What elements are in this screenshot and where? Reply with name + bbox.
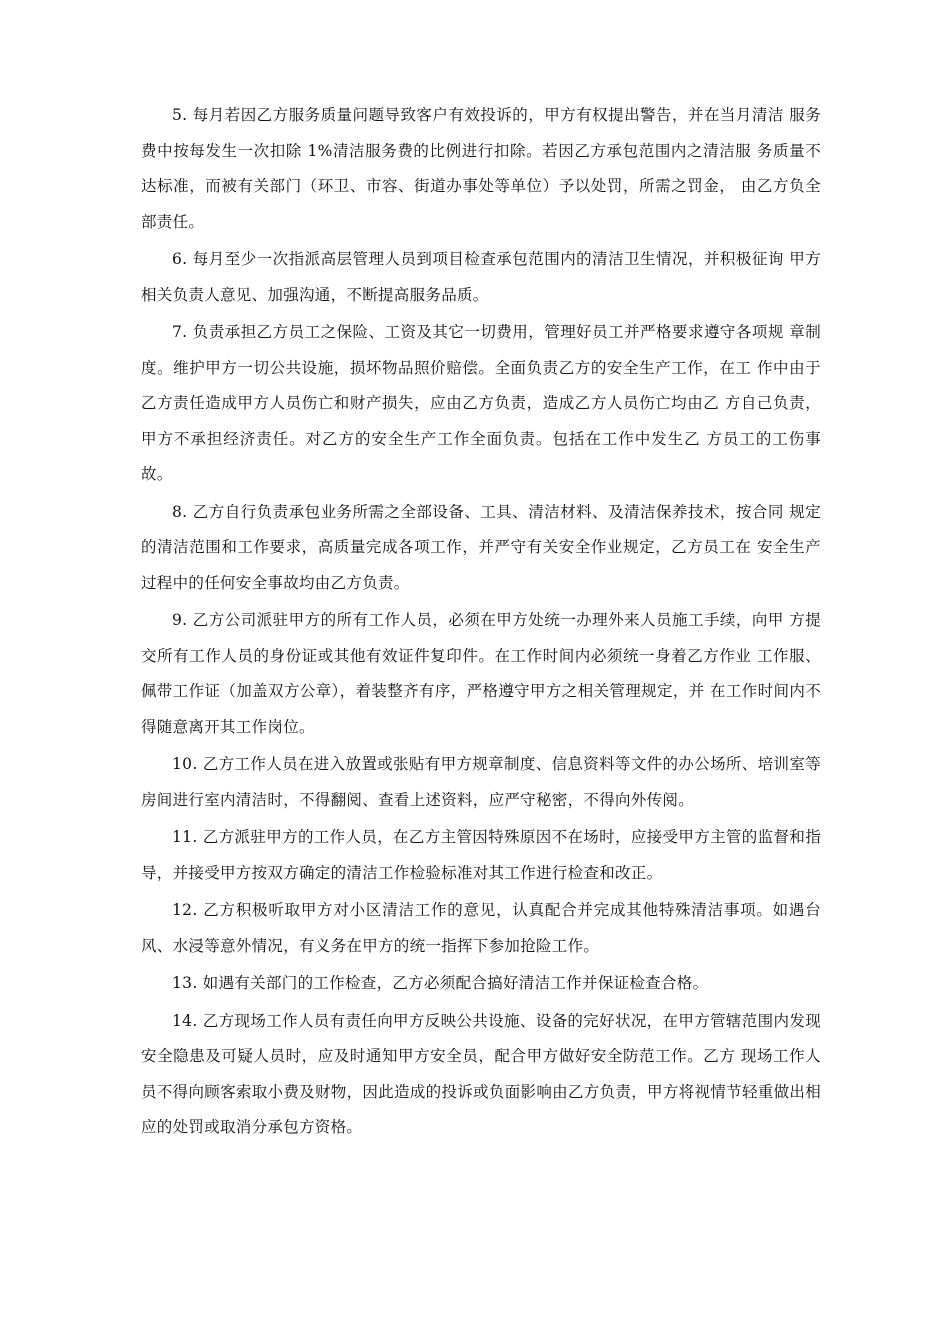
clause-7: 7. 负责承担乙方员工之保险、工资及其它一切费用，管理好员工并严格要求遵守各项规 章制度。维护甲方一切公共设施，损坏物品照价赔偿。全面负责乙方的安全生产工作，在工 作中由于乙方责任造成甲方人员伤亡和财产损失，应由乙方负责，造成乙方人员伤亡均由乙 方自己负责，甲方不承担经济责任。对乙方的安全生产工作全面负责。包括在工作中发生乙 方员工的工伤事故。 — [141, 323, 821, 483]
clause-5: 5. 每月若因乙方服务质量问题导致客户有效投诉的，甲方有权提出警告，并在当月清洁 服务费中按每发生一次扣除 1%清洁服务费的比例进行扣除。若因乙方承包范围内之清洁服 务质量不达标准，而被有关部门（环卫、市容、街道办事处等单位）予以处罚，所需之罚金， 由乙方负全部责任。 — [141, 106, 821, 231]
clause-8: 8. 乙方自行负责承包业务所需之全部设备、工具、清洁材料、及清洁保养技术，按合同 规定的清洁范围和工作要求，高质量完成各项工作，并严守有关安全作业规定，乙方员工在 安全生产过程中的任何安全事故均由乙方负责。 — [141, 502, 821, 592]
document-page — [141, 98, 821, 1148]
clause-14: 14. 乙方现场工作人员有责任向甲方反映公共设施、设备的完好状况，在甲方管辖范围内发现安全隐患及可疑人员时，应及时通知甲方安全员，配合甲方做好安全防范工作。乙方 现场工作人员不得向顾客索取小费及财物，因此造成的投诉或负面影响由乙方负责，甲方将视情节轻重做出相应的处罚或取消分承包方资格。 — [141, 1011, 821, 1136]
clause-11: 11. 乙方派驻甲方的工作人员，在乙方主管因特殊原因不在场时，应接受甲方主管的监督和指导，并接受甲方按双方确定的清洁工作检验标准对其工作进行检查和改正。 — [141, 828, 821, 882]
clause-10: 10. 乙方工作人员在进入放置或张贴有甲方规章制度、信息资料等文件的办公场所、培训室等房间进行室内清洁时，不得翻阅、查看上述资料，应严守秘密，不得向外传阅。 — [141, 755, 821, 809]
clause-6: 6. 每月至少一次指派高层管理人员到项目检查承包范围内的清洁卫生情况，并积极征询 甲方相关负责人意见、加强沟通，不断提高服务品质。 — [141, 250, 821, 304]
clause-13: 13. 如遇有关部门的工作检查，乙方必须配合搞好清洁工作并保证检查合格。 — [172, 974, 709, 992]
clause-9: 9. 乙方公司派驻甲方的所有工作人员，必须在甲方处统一办理外来人员施工手续，向甲 方提交所有工作人员的身份证或其他有效证件复印件。在工作时间内必须统一身着乙方作业 工作服、佩带工作证（加盖双方公章），着装整齐有序，严格遵守甲方之相关管理规定，并 在工作时间内不得随意离开其工作岗位。 — [141, 611, 821, 736]
clause-12: 12. 乙方积极听取甲方对小区清洁工作的意见，认真配合并完成其他特殊清洁事项。如遇台风、水浸等意外情况，有义务在甲方的统一指挥下参加抢险工作。 — [141, 901, 821, 955]
